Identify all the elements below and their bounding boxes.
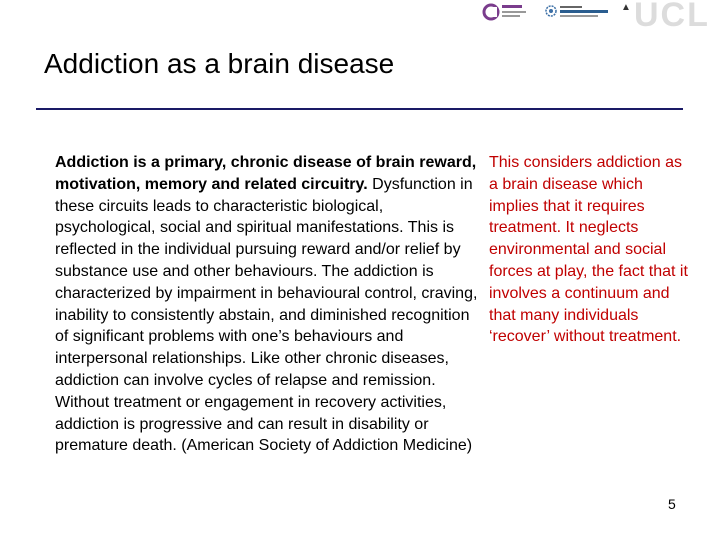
partner-logo-text [560,4,610,17]
ucl-logo [618,0,720,34]
partner-logo-icon [544,4,558,18]
definition-text [55,152,485,457]
ucl-logo-text: UCL [634,0,710,34]
header-logos [480,0,720,34]
definition-rest: Dysfunction in these circuits leads to characteristic biological, psychological, social and spiritual manifestations. This is reflected in the individual pursuing reward and/or relief by substance use and other behaviours. The addiction is characterized by impairment in behavioural control, craving, inability to consistently abstain, and diminished recognition of significant problems with one’s behaviours and interpersonal relationships. Like other chronic diseases, addiction can involve cycles of relapse and remission. Without treatment or engagement in recovery activities, addiction is progressive and can result in disability or premature death. (American Society of Addiction Medicine) [55,175,478,455]
title-divider [36,108,683,110]
portico-icon: ▲ [621,2,631,13]
definition-bold: Addiction is a primary, chronic disease of brain reward, motivation, memory and related circuitry. [55,154,477,193]
page-number: 5 [668,496,676,512]
slide-title: Addiction as a brain disease [44,48,395,79]
institution-logo-icon [482,3,500,21]
commentary-text: This considers addiction as a brain disease which implies that it requires treatment. It neglects environmental and social forces at play, the fact that it involves a continuum and that many individuals ‘recover’ without treatment. [489,154,688,346]
institution-logo-text [502,3,532,17]
